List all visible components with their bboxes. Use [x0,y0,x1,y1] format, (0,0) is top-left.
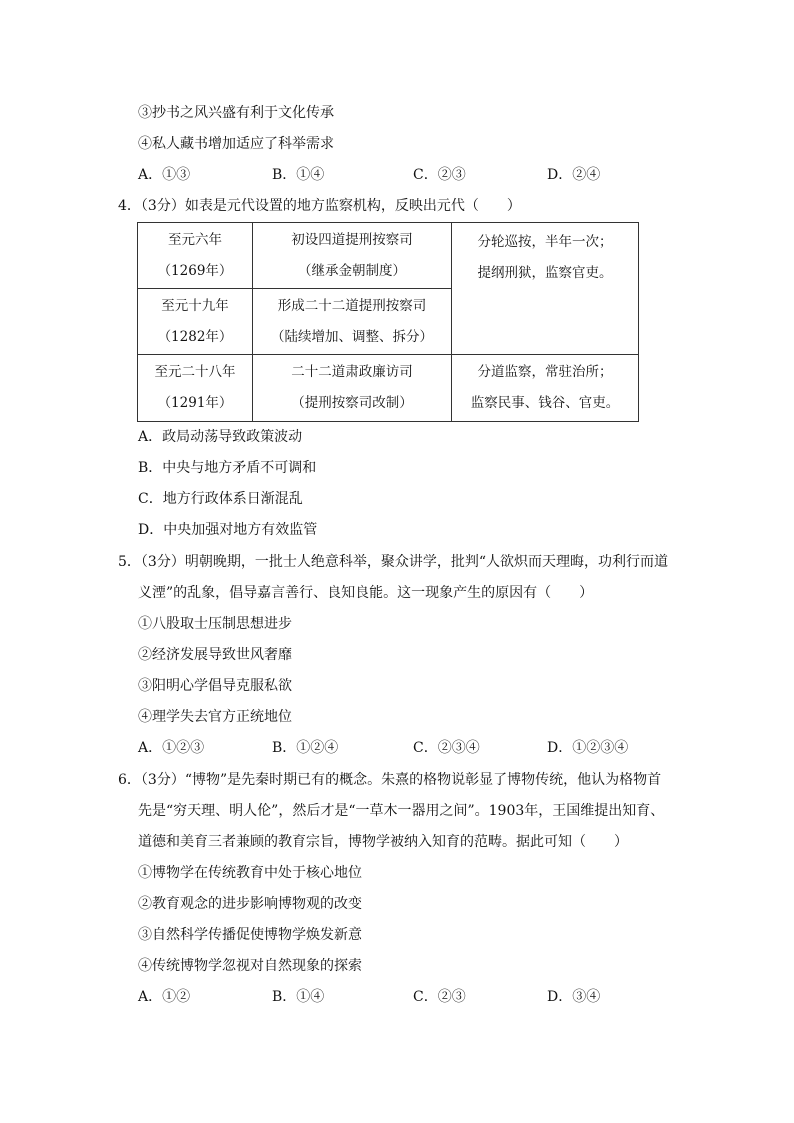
q4-option-c[interactable]: C．地方行政体系日渐混乱 [138,491,303,507]
table-cell-institution: 形成二十二道提刑按察司 （陆续增加、调整、拆分） [253,289,452,355]
table-cell-duty: 分道监察，常驻治所； 监察民事、钱谷、官吏。 [452,355,639,422]
q4-option-a[interactable]: A．政局动荡导致政策波动 [138,429,303,445]
q6-item-2: ②教育观念的进步影响博物观的改变 [138,896,362,912]
q5-item-1: ①八股取士压制思想进步 [138,616,292,632]
q3-option-d[interactable]: D．②④ [547,167,601,183]
q3-item-3: ③抄书之风兴盛有利于文化传承 [138,105,334,121]
q6-stem-line-1: 6．（3分）“博物”是先秦时期已有的概念。朱熹的格物说彰显了博物传统，他认为格物首 [118,772,662,788]
q3-options [138,165,698,185]
q6-item-3: ③自然科学传播促使博物学焕发新意 [138,927,362,943]
q6-option-d[interactable]: D．③④ [547,989,601,1005]
q6-item-1: ①博物学在传统教育中处于核心地位 [138,865,362,881]
q4-option-b[interactable]: B．中央与地方矛盾不可调和 [138,460,317,476]
table-cell-duty: 分轮巡按，半年一次； 提纲刑狱，监察官吏。 [452,223,639,355]
q3-option-c[interactable]: C．②③ [413,167,466,183]
table-cell-year: 至元二十八年 （1291年） [138,355,253,422]
table-cell-year: 至元六年 （1269年） [138,223,253,289]
q5-option-c[interactable]: C．②③④ [413,740,480,756]
q6-option-a[interactable]: A．①② [138,989,191,1005]
q6-stem-line-3: 道德和美育三者兼顾的教育宗旨，博物学被纳入知育的范畴。据此可知（ ） [138,834,628,850]
table-cell-institution: 初设四道提刑按察司 （继承金朝制度） [253,223,452,289]
q3-item-4: ④私人藏书增加适应了科举需求 [138,136,334,152]
q6-option-c[interactable]: C．②③ [413,989,466,1005]
q5-item-3: ③阳明心学倡导克服私欲 [138,678,292,694]
q6-options [138,987,698,1007]
q5-stem-line-1: 5．（3分）明朝晚期，一批士人绝意科举，聚众讲学，批判“人欲炽而天理晦，功利行而道 [118,554,668,570]
q3-option-b[interactable]: B．①④ [272,167,325,183]
q4-supervision-table [137,222,639,422]
q5-option-d[interactable]: D．①②③④ [547,740,629,756]
table-cell-year: 至元十九年 （1282年） [138,289,253,355]
q3-option-a[interactable]: A．①③ [138,167,191,183]
table-cell-institution: 二十二道肃政廉访司 （提刑按察司改制） [253,355,452,422]
q5-options [138,738,698,758]
q6-item-4: ④传统博物学忽视对自然现象的探索 [138,958,362,974]
q4-option-d[interactable]: D．中央加强对地方有效监管 [138,522,318,538]
q5-stem-line-2: 义湮”的乱象，倡导嘉言善行、良知良能。这一现象产生的原因有（ ） [138,585,594,601]
q4-stem: 4．（3分）如表是元代设置的地方监察机构，反映出元代（ ） [118,198,521,214]
q5-option-a[interactable]: A．①②③ [138,740,205,756]
q5-option-b[interactable]: B．①②④ [272,740,339,756]
q5-item-2: ②经济发展导致世风奢靡 [138,647,292,663]
q6-stem-line-2: 先是“穷天理、明人伦”，然后才是“一草木一器用之间”。1903年，王国维提出知育、 [138,803,665,819]
q6-option-b[interactable]: B．①④ [272,989,325,1005]
q5-item-4: ④理学失去官方正统地位 [138,709,292,725]
